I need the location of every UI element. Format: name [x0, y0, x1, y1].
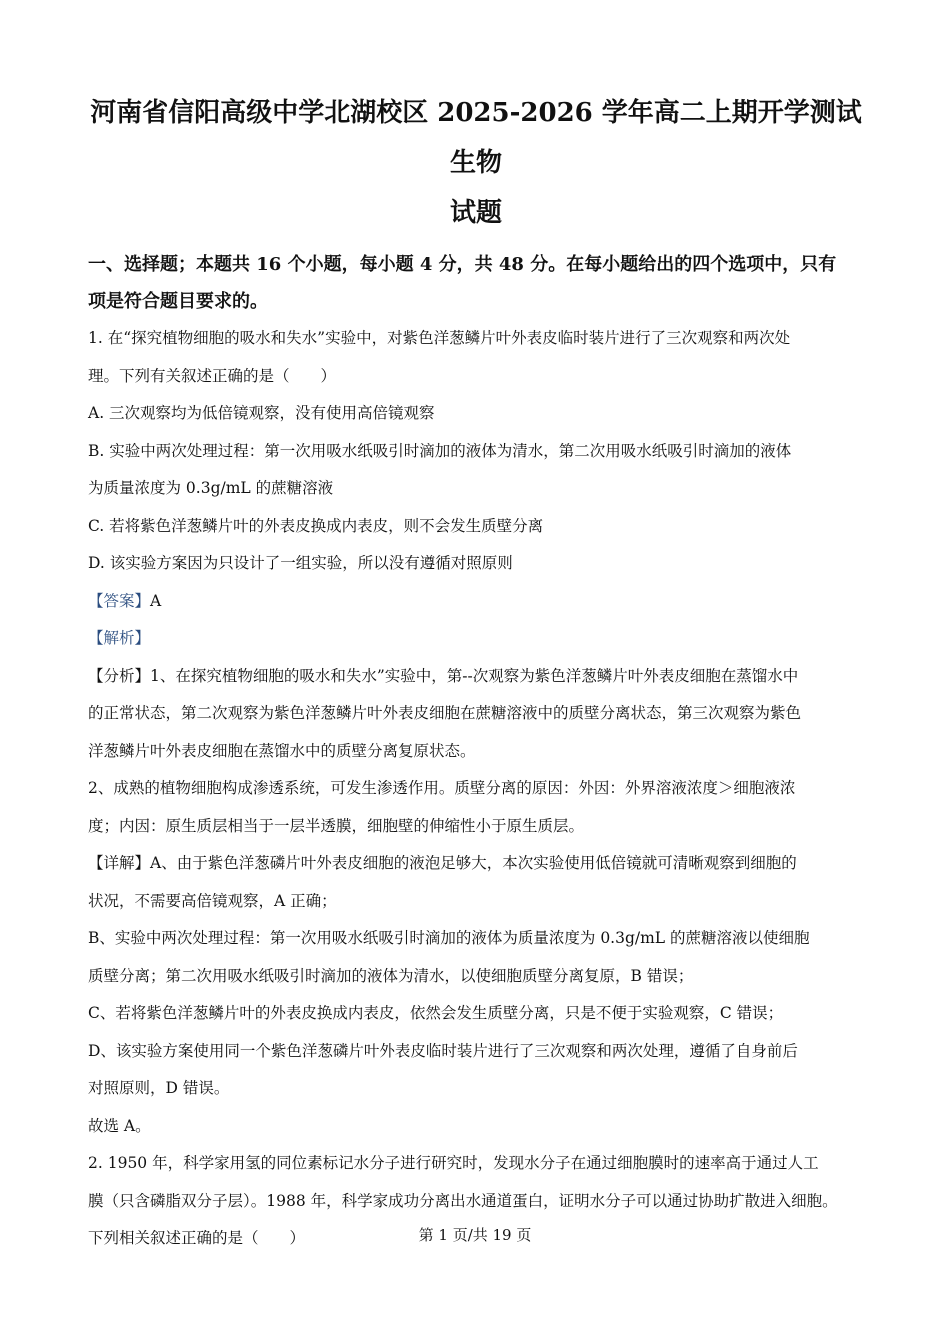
- q1-fenxi-line-1: [88, 658, 864, 696]
- q1-stem-line-2: 理。下列有关叙述正确的是（ ）: [88, 366, 337, 385]
- answer-tag: 【答案】: [88, 591, 151, 610]
- q1-fenxi-line-4: 2、成熟的植物细胞构成渗透系统，可发生渗透作用。质壁分离的原因：外因：外界溶液浓度＞细胞液浓: [88, 779, 796, 797]
- q2-stem-line-2: 膜（只含磷脂双分子层）。1988 年，科学家成功分离出水通道蛋白，证明水分子可以通过协助扩散进入细胞。: [88, 1191, 838, 1210]
- fenxi-tag: 【分析】: [88, 666, 151, 685]
- title-line-1: 河南省信阳高级中学北湖校区 2025-2026 学年高二上期开学测试生物: [90, 98, 862, 178]
- q1-xiangjie-b-line-1: B、实验中两次处理过程：第一次用吸水纸吸引时滴加的液体为质量浓度为 0.3g/mL 的蔗糖溶液以使细胞: [88, 929, 810, 947]
- q1-fenxi-line-2: 的正常状态，第二次观察为紫色洋葱鳞片叶外表皮细胞在蔗糖溶液中的质壁分离状态，第三次观察为紫色: [88, 704, 802, 722]
- q2-stem-line-3: 下列相关叙述正确的是（ ）: [88, 1229, 306, 1247]
- xiangjie-a-text-1: A、由于紫色洋葱磷片叶外表皮细胞的液泡足够大，本次实验使用低倍镜就可清晰观察到细胞的: [150, 854, 797, 872]
- section-heading-line-1: 一、选择题；本题共 16 个小题，每小题 4 分，共 48 分。在每小题给出的四个选项中，只有: [88, 254, 837, 275]
- q1-xiangjie-d-line-1: D、该实验方案使用同一个紫色洋葱磷片叶外表皮临时装片进行了三次观察和两次处理，遵循了自身前后: [88, 1041, 798, 1060]
- fenxi-text-1: 1、在探究植物细胞的吸水和失水”实验中，第--次观察为紫色洋葱鳞片叶外表皮细胞在蒸馏水中: [150, 666, 799, 685]
- q1-xiangjie-b-line-2: 质壁分离；第二次用吸水纸吸引时滴加的液体为清水，以使细胞质壁分离复原，B 错误；: [88, 966, 694, 985]
- q2-stem-line-1: 2. 1950 年，科学家用氢的同位素标记水分子进行研究时，发现水分子在通过细胞膜时的速率高于通过人工: [88, 1154, 819, 1172]
- page-footer: 第 1 页/共 19 页: [418, 1226, 532, 1244]
- q1-fenxi-line-3: 洋葱鳞片叶外表皮细胞在蒸馏水中的质壁分离复原状态。: [88, 741, 476, 760]
- q1-option-d: D. 该实验方案因为只设计了一组实验，所以没有遵循对照原则: [88, 554, 513, 572]
- q1-xiangjie-d-line-2: 对照原则，D 错误。: [88, 1079, 230, 1097]
- title-line-2: 试题: [449, 198, 502, 228]
- section-heading: [88, 246, 864, 320]
- q1-option-a: A. 三次观察均为低倍镜观察，没有使用高倍镜观察: [88, 404, 435, 422]
- question-1: [88, 320, 864, 1145]
- q1-analysis: [88, 620, 864, 658]
- q1-option-b-line-1: B. 实验中两次处理过程：第一次用吸水纸吸引时滴加的液体为清水，第二次用吸水纸吸引时滴加的液体: [88, 441, 792, 460]
- q1-answer: [88, 583, 864, 621]
- answer-value: A: [150, 591, 162, 610]
- section-heading-line-2: 项是符合题目要求的。: [88, 291, 268, 312]
- q1-fenxi-line-5: 度；内因：原生质层相当于一层半透膜，细胞壁的伸缩性小于原生质层。: [88, 816, 585, 835]
- q1-xiangjie-a-line-1: [88, 845, 864, 883]
- xiangjie-tag: 【详解】: [88, 854, 151, 872]
- q1-conclusion: 故选 A。: [88, 1116, 151, 1135]
- q1-xiangjie-a-line-2: 状况，不需要高倍镜观察，A 正确；: [88, 891, 337, 910]
- q1-xiangjie-c: C、若将紫色洋葱鳞片叶的外表皮换成内表皮，依然会发生质壁分离，只是不便于实验观察，C 错误；: [88, 1004, 784, 1022]
- q1-stem-line-1: 1. 在“探究植物细胞的吸水和失水”实验中，对紫色洋葱鳞片叶外表皮临时装片进行了三次观察和两次处: [88, 329, 791, 347]
- q1-option-c: C. 若将紫色洋葱鳞片叶的外表皮换成内表皮，则不会发生质壁分离: [88, 516, 544, 535]
- q1-option-b-line-2: 为质量浓度为 0.3g/mL 的蔗糖溶液: [88, 479, 334, 497]
- analysis-tag: 【解析】: [88, 629, 151, 647]
- document-title: [88, 88, 864, 238]
